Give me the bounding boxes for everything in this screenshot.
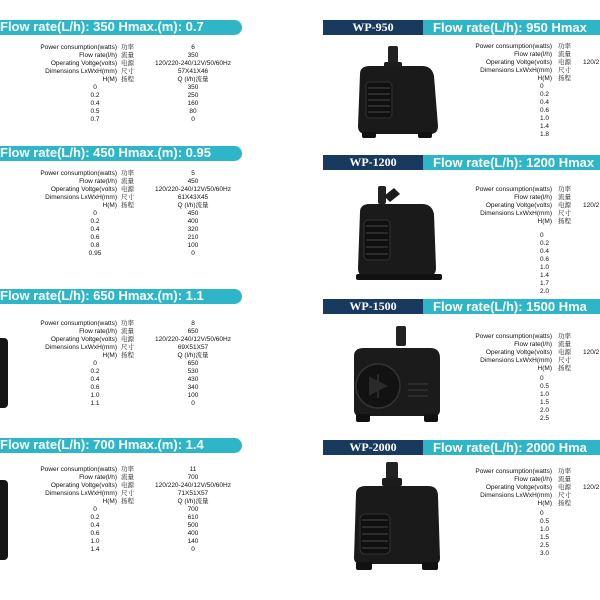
head-value: 2.0 (540, 288, 550, 295)
head-value: 1.0 (540, 526, 550, 533)
spec-value: 120/220-240/12V/50/60Hz (155, 482, 231, 489)
spec-cn: 尺寸 (558, 492, 571, 499)
spec-cn: 尺寸 (121, 194, 134, 201)
head-value: 0.4 (90, 376, 100, 383)
spec-value: 8 (191, 320, 195, 327)
spec-value: 120/220-240/12V/50/60Hz (155, 336, 231, 343)
flow-value: 400 (187, 530, 199, 537)
spec-label: H(M) (102, 498, 117, 505)
spec-label: Flow rate(l/h) (514, 341, 552, 348)
spec-value: Q (l/h)流量 (177, 352, 209, 359)
head-value: 0 (540, 375, 544, 382)
head-value: 1.0 (90, 392, 100, 399)
flow-value: 700 (187, 506, 199, 513)
spec-cn: 扬程 (121, 202, 134, 209)
right-spec-block-2 (440, 186, 600, 296)
spec-value: 57X41X46 (177, 68, 209, 75)
head-value: 0.5 (540, 383, 550, 390)
head-value: 1.1 (90, 400, 100, 407)
head-value: 0.7 (90, 116, 100, 123)
head-value: 1.4 (540, 272, 550, 279)
spec-cn: 尺寸 (558, 357, 571, 364)
head-value: 0 (540, 83, 544, 90)
spec-label: Operating Voltge(volts) (485, 202, 552, 209)
pump-icon (350, 186, 445, 286)
spec-value: 71X51X57 (177, 490, 209, 497)
spec-label: Operating Voltge(volts) (50, 186, 117, 193)
spec-label: H(M) (537, 218, 552, 225)
spec-label: Power consumption(watts) (40, 320, 117, 327)
left-spec-block-2 (0, 170, 260, 280)
flow-rate-title: Flow rate(L/h): 650 Hmax.(m): 1.1 (0, 288, 204, 303)
flow-value: 400 (187, 218, 199, 225)
head-value: 1.8 (540, 131, 550, 138)
spec-label: Power consumption(watts) (475, 468, 552, 475)
spec-cn: 扬程 (121, 76, 134, 83)
spec-cn: 扬程 (558, 218, 571, 225)
spec-label: Flow rate(l/h) (514, 476, 552, 483)
flow-value: 100 (187, 392, 199, 399)
spec-cn: 电源 (558, 349, 571, 356)
spec-cn: 扬程 (121, 352, 134, 359)
right-header-1 (323, 20, 600, 35)
spec-cn: 电源 (121, 336, 134, 343)
right-header-4 (323, 440, 600, 455)
flow-value: 0 (191, 250, 195, 257)
model-badge: WP-1500 (323, 299, 423, 314)
flow-rate-title: Flow rate(L/h): 450 Hmax.(m): 0.95 (0, 145, 211, 160)
spec-label: Dimensions LxWxH(mm) (45, 194, 117, 201)
spec-cn: 功率 (121, 44, 134, 51)
flow-value: 210 (187, 234, 199, 241)
spec-cn: 流量 (558, 194, 571, 201)
spec-label: Flow rate(l/h) (79, 178, 117, 185)
spec-cn: 电源 (558, 484, 571, 491)
spec-cn: 电源 (558, 202, 571, 209)
head-value: 0.2 (90, 514, 100, 521)
spec-label: Operating Voltge(volts) (485, 59, 552, 66)
pump-partial-image (0, 338, 8, 408)
left-header-1 (0, 20, 242, 35)
spec-cn: 流量 (121, 52, 134, 59)
spec-cn: 功率 (558, 333, 571, 340)
spec-cn: 流量 (121, 178, 134, 185)
spec-label: H(M) (537, 365, 552, 372)
spec-label: Power consumption(watts) (40, 466, 117, 473)
flow-value: 140 (187, 538, 199, 545)
spec-cn: 扬程 (121, 498, 134, 505)
head-value: 0.2 (90, 218, 100, 225)
spec-cn: 功率 (558, 43, 571, 50)
flow-value: 80 (189, 108, 197, 115)
spec-value: 450 (187, 178, 199, 185)
right-header-2 (323, 155, 600, 170)
spec-label: Dimensions LxWxH(mm) (480, 67, 552, 74)
spec-label: Dimensions LxWxH(mm) (45, 68, 117, 75)
head-value: 1.0 (90, 538, 100, 545)
spec-cn: 尺寸 (558, 67, 571, 74)
spec-cn: 功率 (558, 468, 571, 475)
spec-label: H(M) (102, 352, 117, 359)
head-value: 1.5 (540, 534, 550, 541)
spec-cn: 扬程 (558, 75, 571, 82)
right-spec-block-3 (440, 333, 600, 433)
pump-image-wp2000 (348, 462, 448, 572)
pump-icon (348, 462, 448, 572)
flow-value: 430 (187, 376, 199, 383)
left-spec-block-3 (0, 320, 260, 430)
left-spec-block-1 (0, 44, 260, 134)
spec-value: 69X51X57 (177, 344, 209, 351)
spec-cn: 扬程 (558, 500, 571, 507)
spec-cn: 流量 (121, 474, 134, 481)
spec-value: Q (l/h)流量 (177, 498, 209, 505)
flow-value: 610 (187, 514, 199, 521)
model-badge: WP-950 (323, 20, 423, 35)
spec-value: 61X43X45 (177, 194, 209, 201)
spec-value: 120/2 (583, 349, 600, 356)
flow-rate-title: Flow rate(L/h): 1200 Hmax (423, 155, 600, 170)
spec-value: Q (l/h)流量 (177, 202, 209, 209)
spec-label: Operating Voltge(volts) (485, 349, 552, 356)
spec-label: Flow rate(l/h) (79, 474, 117, 481)
head-value: 1.7 (540, 280, 550, 287)
head-value: 3.0 (540, 550, 550, 557)
spec-cn: 电源 (121, 60, 134, 67)
spec-label: Operating Voltge(volts) (50, 482, 117, 489)
spec-label: Operating Voltge(volts) (50, 60, 117, 67)
spec-cn: 电源 (558, 59, 571, 66)
head-value: 2.0 (540, 407, 550, 414)
right-header-3 (323, 299, 600, 314)
head-value: 0 (540, 232, 544, 239)
spec-label: Dimensions LxWxH(mm) (480, 357, 552, 364)
head-value: 0.2 (90, 368, 100, 375)
flow-value: 320 (187, 226, 199, 233)
spec-label: Power consumption(watts) (475, 333, 552, 340)
head-value: 0 (93, 84, 97, 91)
spec-label: Flow rate(l/h) (514, 51, 552, 58)
flow-value: 340 (187, 384, 199, 391)
spec-value: 120/2 (583, 59, 600, 66)
flow-value: 450 (187, 210, 199, 217)
head-value: 0.5 (90, 108, 100, 115)
spec-label: H(M) (102, 202, 117, 209)
left-spec-block-4 (0, 466, 260, 576)
spec-label: Power consumption(watts) (475, 186, 552, 193)
spec-label: Power consumption(watts) (40, 170, 117, 177)
flow-rate-title: Flow rate(L/h): 2000 Hma (423, 440, 600, 455)
flow-value: 0 (191, 546, 195, 553)
flow-value: 250 (187, 92, 199, 99)
head-value: 0.2 (540, 91, 550, 98)
flow-value: 350 (187, 84, 199, 91)
spec-value: 120/2 (583, 484, 600, 491)
right-spec-block-1 (440, 43, 600, 143)
head-value: 0.4 (540, 248, 550, 255)
spec-value: 120/2 (583, 202, 600, 209)
spec-value: 120/220-240/12V/50/60Hz (155, 60, 231, 67)
spec-cn: 流量 (558, 51, 571, 58)
spec-label: H(M) (102, 76, 117, 83)
spec-cn: 尺寸 (558, 210, 571, 217)
head-value: 1.4 (90, 546, 100, 553)
spec-label: H(M) (537, 500, 552, 507)
spec-value: 650 (187, 328, 199, 335)
spec-cn: 扬程 (558, 365, 571, 372)
flow-value: 0 (191, 116, 195, 123)
head-value: 0 (540, 510, 544, 517)
pump-image-wp950 (352, 46, 447, 141)
flow-value: 160 (187, 100, 199, 107)
spec-cn: 功率 (121, 170, 134, 177)
head-value: 2.5 (540, 415, 550, 422)
pump-partial-image (0, 480, 8, 560)
left-header-2 (0, 146, 242, 161)
spec-cn: 功率 (121, 466, 134, 473)
flow-value: 0 (191, 400, 195, 407)
head-value: 0.4 (540, 99, 550, 106)
head-value: 0.2 (540, 240, 550, 247)
spec-value: 5 (191, 170, 195, 177)
spec-value: Q (l/h)流量 (177, 76, 209, 83)
head-value: 2.5 (540, 542, 550, 549)
spec-label: Power consumption(watts) (475, 43, 552, 50)
flow-value: 650 (187, 360, 199, 367)
head-value: 0.6 (540, 256, 550, 263)
head-value: 0 (93, 506, 97, 513)
flow-rate-title: Flow rate(L/h): 950 Hmax (423, 20, 600, 35)
spec-cn: 流量 (121, 328, 134, 335)
head-value: 0.4 (90, 100, 100, 107)
spec-cn: 流量 (558, 341, 571, 348)
pump-image-wp1200 (350, 186, 445, 286)
spec-label: Flow rate(l/h) (79, 52, 117, 59)
head-value: 1.0 (540, 264, 550, 271)
head-value: 0.2 (90, 92, 100, 99)
spec-cn: 功率 (121, 320, 134, 327)
flow-value: 100 (187, 242, 199, 249)
flow-rate-title: Flow rate(L/h): 1500 Hma (423, 299, 600, 314)
right-spec-block-4 (440, 468, 600, 568)
head-value: 0 (93, 360, 97, 367)
pump-icon (348, 326, 448, 426)
head-value: 0.4 (90, 522, 100, 529)
spec-value: 350 (187, 52, 199, 59)
spec-label: Operating Voltge(volts) (485, 484, 552, 491)
model-badge: WP-1200 (323, 155, 423, 170)
head-value: 0.6 (90, 384, 100, 391)
head-value: 0.5 (540, 518, 550, 525)
spec-label: Dimensions LxWxH(mm) (480, 210, 552, 217)
head-value: 0.4 (90, 226, 100, 233)
head-value: 0.95 (88, 250, 102, 257)
head-value: 1.0 (540, 115, 550, 122)
left-header-4 (0, 438, 242, 453)
head-value: 0.6 (540, 107, 550, 114)
spec-label: Dimensions LxWxH(mm) (45, 490, 117, 497)
spec-label: Power consumption(watts) (40, 44, 117, 51)
head-value: 0 (93, 210, 97, 217)
spec-cn: 电源 (121, 482, 134, 489)
head-value: 0.8 (90, 242, 100, 249)
spec-cn: 功率 (558, 186, 571, 193)
spec-cn: 电源 (121, 186, 134, 193)
spec-cn: 尺寸 (121, 344, 134, 351)
spec-cn: 尺寸 (121, 68, 134, 75)
flow-rate-title: Flow rate(L/h): 350 Hmax.(m): 0.7 (0, 19, 204, 34)
spec-cn: 尺寸 (121, 490, 134, 497)
pump-icon (352, 46, 447, 141)
spec-value: 120/220-240/12V/50/60Hz (155, 186, 231, 193)
flow-rate-title: Flow rate(L/h): 700 Hmax.(m): 1.4 (0, 437, 204, 452)
spec-label: Flow rate(l/h) (514, 194, 552, 201)
spec-value: 700 (187, 474, 199, 481)
spec-label: Dimensions LxWxH(mm) (45, 344, 117, 351)
left-header-3 (0, 289, 242, 304)
spec-label: Operating Voltge(volts) (50, 336, 117, 343)
head-value: 1.0 (540, 391, 550, 398)
pump-image-wp1500 (348, 326, 448, 426)
spec-label: Flow rate(l/h) (79, 328, 117, 335)
model-badge: WP-2000 (323, 440, 423, 455)
flow-value: 530 (187, 368, 199, 375)
head-value: 0.6 (90, 234, 100, 241)
head-value: 1.5 (540, 399, 550, 406)
flow-value: 500 (187, 522, 199, 529)
head-value: 1.4 (540, 123, 550, 130)
spec-label: Dimensions LxWxH(mm) (480, 492, 552, 499)
spec-cn: 流量 (558, 476, 571, 483)
head-value: 0.6 (90, 530, 100, 537)
spec-label: H(M) (537, 75, 552, 82)
spec-value: 11 (189, 466, 197, 473)
spec-value: 6 (191, 44, 195, 51)
